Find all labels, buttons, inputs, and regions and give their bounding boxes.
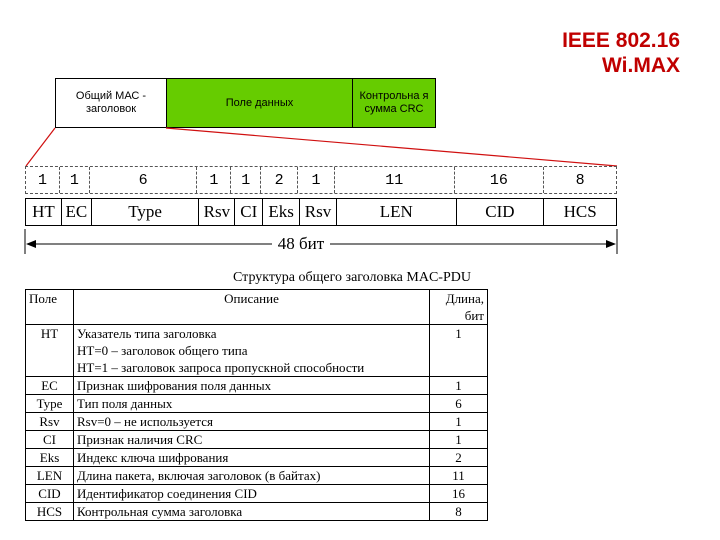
bit-width-cell: 1 [231, 167, 261, 193]
cell-description: Признак наличия CRC [74, 431, 430, 449]
field-name-cell: Rsv [199, 199, 235, 225]
table-row [26, 377, 488, 395]
title-line-1: IEEE 802.16 [562, 29, 680, 52]
bit-width-cell: 1 [26, 167, 60, 193]
table-row [26, 449, 488, 467]
cell-field: Eks [26, 449, 74, 467]
field-name-cell: HT [26, 199, 62, 225]
bit-width-cell: 2 [261, 167, 298, 193]
cell-field: HT [26, 325, 74, 377]
cell-field: EC [26, 377, 74, 395]
field-name-cell: CID [457, 199, 545, 225]
description-line: HT=1 – заголовок запроса пропускной способности [77, 360, 365, 375]
table-row [26, 395, 488, 413]
field-name-cell: Eks [263, 199, 300, 225]
column-header-description: Описание [74, 290, 430, 325]
cell-description: Индекс ключа шифрования [74, 449, 430, 467]
bit-width-cell: 1 [60, 167, 90, 193]
description-line: HT=0 – заголовок общего типа [77, 343, 248, 358]
table-row [26, 485, 488, 503]
column-header-length: Длина, бит [430, 290, 488, 325]
cell-length: 1 [430, 325, 488, 377]
bit-width-cell: 16 [455, 167, 545, 193]
bit-width-cell: 11 [335, 167, 455, 193]
bit-width-cell: 1 [197, 167, 231, 193]
header-fields-table [25, 289, 488, 521]
dim-arrow-right [606, 240, 616, 248]
column-header-field: Поле [26, 290, 74, 325]
cell-field: Rsv [26, 413, 74, 431]
cell-field: CI [26, 431, 74, 449]
dim-arrow-left [26, 240, 36, 248]
title-line-2: Wi.MAX [602, 54, 680, 77]
expansion-line-left [26, 128, 55, 166]
cell-length: 16 [430, 485, 488, 503]
description-line: Указатель типа заголовка [77, 326, 217, 341]
cell-length: 1 [430, 413, 488, 431]
bit-width-cell: 6 [90, 167, 198, 193]
cell-description: Идентификатор соединения CID [74, 485, 430, 503]
cell-description: Rsv=0 – не используется [74, 413, 430, 431]
table-row [26, 467, 488, 485]
cell-description [74, 325, 430, 377]
expansion-line-right [166, 128, 617, 166]
cell-length: 8 [430, 503, 488, 521]
cell-length: 1 [430, 431, 488, 449]
table-row [26, 325, 488, 377]
field-names-row [25, 198, 617, 226]
cell-field: HCS [26, 503, 74, 521]
table-row [26, 431, 488, 449]
cell-description: Контрольная сумма заголовка [74, 503, 430, 521]
bit-width-cell: 8 [575, 171, 585, 189]
cell-description: Признак шифрования поля данных [74, 377, 430, 395]
pdu-crc-label: Контрольна я сумма CRC [359, 90, 429, 115]
cell-description: Длина пакета, включая заголовок (в байтах) [74, 467, 430, 485]
pdu-header-label: Общий МАС - заголовок [75, 90, 147, 115]
pdu-payload-label: Поле данных [225, 96, 294, 109]
cell-field: Type [26, 395, 74, 413]
field-name-cell: Rsv [300, 199, 337, 225]
table-row [26, 413, 488, 431]
cell-description: Тип поля данных [74, 395, 430, 413]
field-name-cell: LEN [337, 199, 457, 225]
cell-length: 1 [430, 377, 488, 395]
table-caption: Структура общего заголовка MAC-PDU [233, 270, 471, 285]
cell-length: 2 [430, 449, 488, 467]
field-name-cell: CI [235, 199, 263, 225]
cell-length: 6 [430, 395, 488, 413]
bit-widths-row [25, 166, 617, 194]
field-name-cell: EC [62, 199, 92, 225]
table-header-row [26, 290, 488, 325]
cell-length: 11 [430, 467, 488, 485]
table-row [26, 503, 488, 521]
cell-field: CID [26, 485, 74, 503]
cell-field: LEN [26, 467, 74, 485]
field-name-cell: HCS [563, 202, 597, 221]
total-bits-label: 48 бит [277, 234, 325, 253]
bit-width-cell: 1 [298, 167, 335, 193]
field-name-cell: Type [92, 199, 200, 225]
